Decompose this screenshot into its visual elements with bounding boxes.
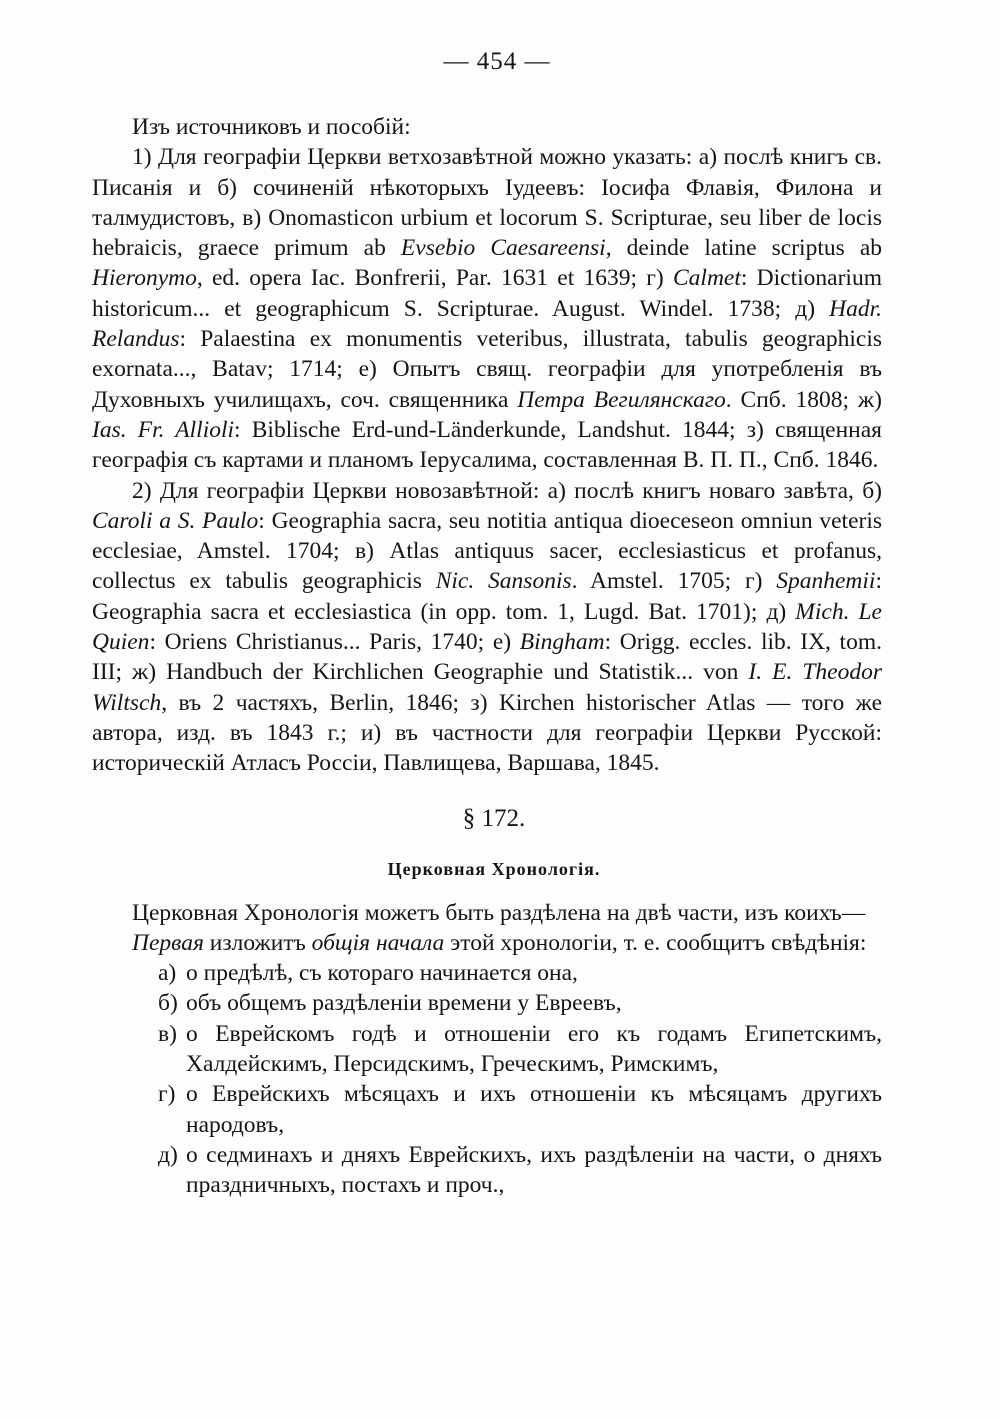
list-item-text: о Еврейскомъ годѣ и отношеніи его къ годамъ Египетскимъ, Халдейскимъ, Персидскимъ, Греческимъ, Римскимъ, <box>186 1020 882 1078</box>
text-run: : Biblische Erd-und-Länderkunde, Landshut. 1844; з) священная географія съ картами и планомъ Іерусалима, составленная В. П. П., Спб. 1846. <box>92 416 882 474</box>
italic-run: общія начала <box>311 929 445 956</box>
text-run: , deinde latine scriptus ab <box>605 235 882 262</box>
list-marker: в) <box>158 1020 177 1047</box>
text-run: . Amstel. 1705; г) <box>571 568 777 595</box>
text-run: 1) Для географіи Церкви ветхозавѣтной можно указать: а) послѣ книгъ св. Писанія и б) сочиненій нѣкоторыхъ Іудеевъ: Іосифа Флавія, Филона и талмудистовъ, в) Onomasticon urbium et locorum S. Scripturae, seu liber de locis hebraicis, graece primum ab <box>92 144 882 262</box>
sources-intro: Изъ источниковъ и пособій: <box>132 114 411 140</box>
italic-run: Hadr. Relandus <box>92 295 882 353</box>
italic-run: Hieronymo <box>92 265 197 292</box>
page-number: — 454 — <box>443 48 551 75</box>
text-run: , ed. opera Iac. Bonfrerii, Par. 1631 et 1639; г) <box>196 265 673 292</box>
list-marker: д) <box>158 1141 178 1168</box>
text-run: 2) Для географіи Церкви новозавѣтной: а) послѣ книгъ новаго завѣта, б) <box>132 477 882 504</box>
list-item-text: о предѣлѣ, съ котораго начинается она, <box>186 960 578 987</box>
section-number: § 172. <box>462 804 526 832</box>
text-run: изложитъ <box>203 929 312 956</box>
text-run: : Origg. eccles. lib. IX, tom. III; ж) Handbuch der Kirchlichen Geographie und Statistik... von <box>92 629 882 686</box>
text-run: : Dictionarium historicum... et geographicum S. Scripturae. August. Windel. 1738; д) <box>92 265 882 322</box>
text-run: : Geographia sacra et ecclesiastica (in opp. tom. 1, Lugd. Bat. 1701); д) <box>92 568 882 625</box>
text-run: этой хронологіи, т. е. сообщитъ свѣдѣнія: <box>444 929 867 956</box>
list-marker: г) <box>158 1081 176 1108</box>
text-run: : Palaestina ex monumentis veteribus, illustrata, tabulis geographicis exornata..., Batav; 1714; е) Опытъ свящ. географіи для употребленія въ Духовныхъ училищахъ, соч. священника <box>92 326 882 413</box>
list-item-text: о Еврейскихъ мѣсяцахъ и ихъ отношеніи къ мѣсяцамъ другихъ народовъ, <box>186 1081 882 1138</box>
text-run: , въ 2 частяхъ, Berlin, 1846; з) Kirchen historischer Atlas — того же автора, изд. въ 1843 г.; и) въ частности для географіи Церкви Русской: историческій Атласъ Россіи, Павлищева, Варшава, 1845. <box>92 689 882 777</box>
list-marker: а) <box>158 960 177 987</box>
paragraph-ot-geography <box>92 142 882 475</box>
paragraph-chronology-intro: Церковная Хронологія можетъ быть раздѣлена на двѣ части, изъ коихъ— <box>132 899 866 926</box>
text-run: : Geographia sacra, seu notitia antiqua dioeceseon omniun veteris ecclesiae, Amstel. 1704; в) Atlas antiquus sacer, ecclesiasticus et profanus, collectus ex tabulis geographicis <box>92 507 883 595</box>
italic-run: I. E. Theodor Wiltsch <box>92 659 882 716</box>
text-run: . Спб. 1808; ж) <box>725 386 882 413</box>
italic-run: Первая <box>132 929 204 956</box>
italic-run: Evsebio Caesareensi <box>400 235 606 262</box>
paragraph-first-part <box>92 928 882 958</box>
topics-list <box>92 958 882 1200</box>
list-item <box>92 958 882 988</box>
italic-run: Spanhemii <box>776 568 876 595</box>
italic-run: Петра Вегилянскаго <box>517 386 726 413</box>
italic-run: Nic. Sansonis <box>435 568 572 595</box>
italic-run: Bingham <box>519 629 605 656</box>
list-item <box>92 1140 882 1201</box>
list-item-text: объ общемъ раздѣленіи времени у Евреевъ, <box>186 990 622 1017</box>
paragraph-nt-geography <box>92 476 882 779</box>
list-item <box>92 988 882 1018</box>
list-marker: б) <box>158 990 178 1017</box>
italic-run: Caroli a S. Paulo <box>92 507 259 534</box>
list-item-text: о седминахъ и дняхъ Еврейскихъ, ихъ раздѣленіи на части, о дняхъ праздничныхъ, постахъ и проч., <box>186 1141 882 1199</box>
list-item <box>92 1079 882 1140</box>
italic-run: Calmet <box>673 265 741 292</box>
list-item <box>92 1019 882 1080</box>
italic-run: Mich. Le Quien <box>92 598 882 656</box>
text-run: : Oriens Christianus... Paris, 1740; е) <box>149 629 520 656</box>
section-title: Церковная Хронологія. <box>387 858 601 879</box>
italic-run: Ias. Fr. Allioli <box>92 416 235 443</box>
